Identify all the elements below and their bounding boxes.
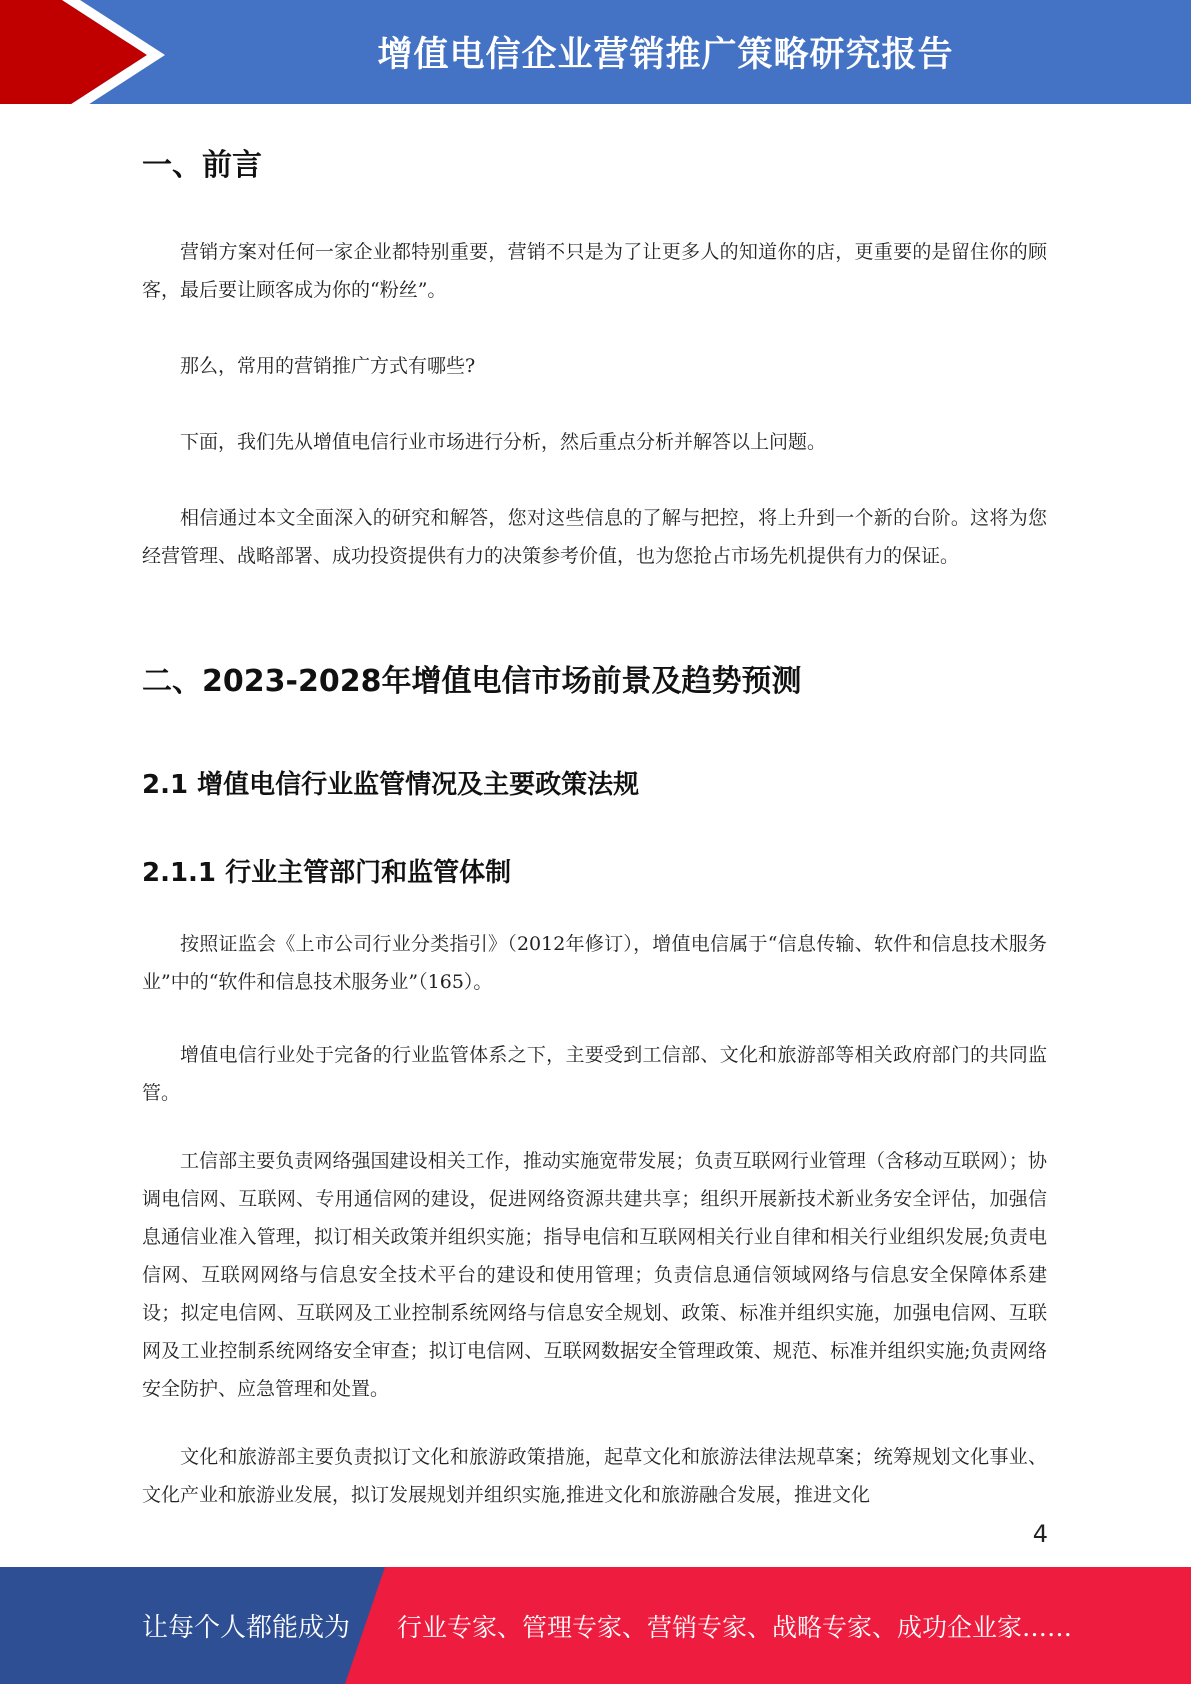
page-header: [0, 0, 1191, 110]
paragraph: 增值电信行业处于完备的行业监管体系之下，主要受到工信部、文化和旅游部等相关政府部门的共同监管。: [142, 1044, 1047, 1104]
subsection-heading-authorities: 2.1.1 行业主管部门和监管体制: [142, 858, 512, 888]
paragraph: 文化和旅游部主要负责拟订文化和旅游政策措施，起草文化和旅游法律法规草案；统筹规划文化事业、文化产业和旅游业发展，拟订发展规划并组织实施,推进文化和旅游融合发展，推进文化: [142, 1446, 1047, 1506]
footer-slogan-left: 让每个人都能成为: [142, 1613, 351, 1643]
paragraph: 工信部主要负责网络强国建设相关工作，推动实施宽带发展；负责互联网行业管理（含移动互联网）；协调电信网、互联网、专用通信网的建设，促进网络资源共建共享；组织开展新技术新业务安全评估，加强信息通信业准入管理，拟订相关政策并组织实施；指导电信和互联网相关行业自律和相关行业组织发展;负责电信网、互联网网络与信息安全技术平台的建设和使用管理；负责信息通信领域网络与信息安全保障体系建设；拟定电信网、互联网及工业控制系统网络与信息安全规划、政策、标准并组织实施，加强电信网、互联网及工业控制系统网络安全审查；拟订电信网、互联网数据安全管理政策、规范、标准并组织实施;负责网络安全防护、应急管理和处置。: [142, 1150, 1047, 1400]
subsection-heading-regulation: 2.1 增值电信行业监管情况及主要政策法规: [142, 770, 640, 800]
footer-slogan-right: 行业专家、管理专家、营销专家、战略专家、成功企业家……: [397, 1612, 1073, 1642]
paragraph: 相信通过本文全面深入的研究和解答，您对这些信息的了解与把控，将上升到一个新的台阶。这将为您经营管理、战略部署、成功投资提供有力的决策参考价值，也为您抢占市场先机提供有力的保证。: [142, 507, 1047, 567]
header-red-arrow: [0, 0, 147, 110]
paragraph: 那么，常用的营销推广方式有哪些?: [180, 355, 476, 377]
section-heading-preface: 一、前言: [142, 148, 262, 183]
paragraph: 营销方案对任何一家企业都特别重要，营销不只是为了让更多人的知道你的店，更重要的是留住你的顾客，最后要让顾客成为你的“粉丝”。: [142, 241, 1047, 301]
header-bottom-rule: [0, 104, 1191, 110]
page-footer: [0, 1567, 1191, 1684]
page-number: 4: [1032, 1520, 1048, 1548]
section-heading-forecast: 二、2023-2028年增值电信市场前景及趋势预测: [142, 664, 802, 699]
paragraph: 按照证监会《上市公司行业分类指引》（2012年修订），增值电信属于“信息传输、软件和信息技术服务业”中的“软件和信息技术服务业”（165）。: [142, 933, 1047, 993]
report-title: 增值电信企业营销推广策略研究报告: [377, 35, 954, 75]
paragraph: 下面，我们先从增值电信行业市场进行分析，然后重点分析并解答以上问题。: [180, 431, 827, 453]
